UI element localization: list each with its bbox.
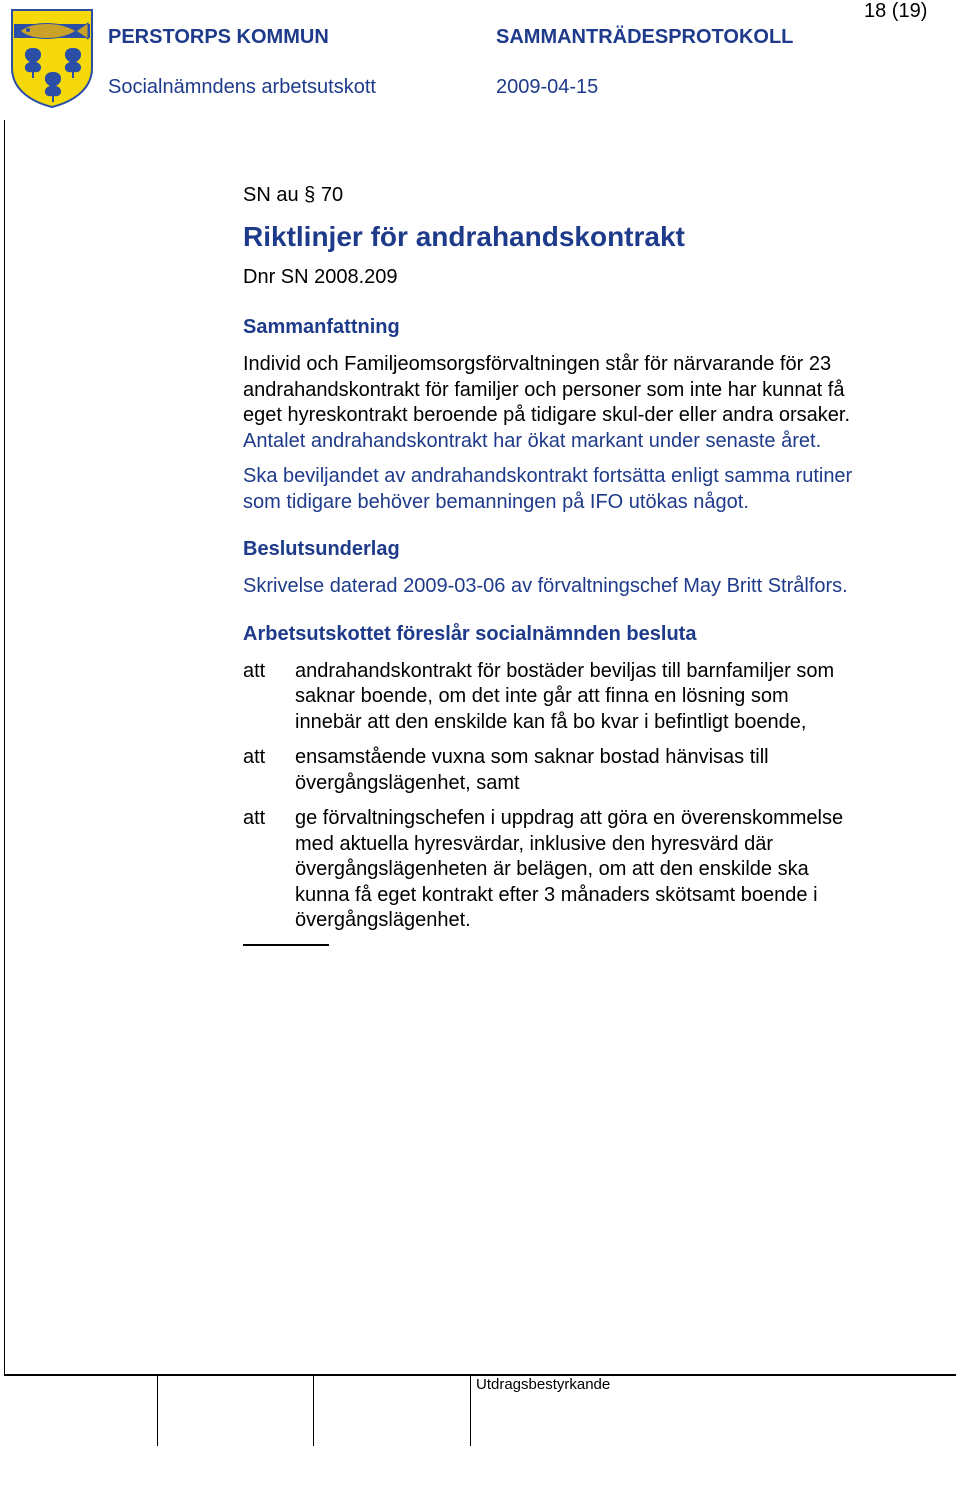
footer-divider-1: [157, 1376, 158, 1446]
left-margin-rule: [4, 120, 5, 1376]
list-item: [243, 659, 883, 736]
footer-divider-3: [470, 1376, 471, 1446]
summary-paragraph-1: [243, 352, 883, 454]
summary-paragraph-2: Ska beviljandet av andrahandskontrakt fortsätta enligt samma rutiner som tidigare behöver bemanningen på IFO utökas något.: [243, 465, 853, 513]
municipal-crest-logo: [10, 8, 94, 108]
list-item-marker: att: [243, 807, 266, 829]
list-item-marker: att: [243, 746, 266, 768]
proposal-heading: Arbetsutskottet föreslår socialnämnden besluta: [243, 622, 697, 645]
case-number: Dnr SN 2008.209: [243, 266, 398, 288]
summary-paragraph-1-text: Individ och Familjeomsorgsförvaltningen står för närvarande för 23 andrahandskontrakt för familjer och personer som inte har kunnat få eget hyreskontrakt beroende på tidigare skul-der eller andra orsaker.: [243, 353, 851, 426]
list-item: [243, 806, 883, 934]
meeting-date: 2009-04-15: [496, 76, 599, 98]
crest-icon: [10, 8, 94, 108]
document-type: SAMMANTRÄDESPROTOKOLL: [496, 26, 794, 48]
list-item: [243, 745, 883, 796]
page-number: 18 (19): [864, 0, 928, 22]
list-item-marker: att: [243, 659, 266, 682]
list-item-text: andrahandskontrakt för bostäder beviljas till barnfamiljer som saknar boende, om det inte går att finna en lösning som innebär att den enskilde kan få bo kvar i befintligt boende,: [295, 659, 835, 733]
list-item-text: ensamstående vuxna som saknar bostad hänvisas till övergångslägenhet, samt: [295, 746, 769, 794]
basis-heading: Beslutsunderlag: [243, 538, 400, 560]
footer-divider-2: [313, 1376, 314, 1446]
list-item-text: ge förvaltningschefen i uppdrag att göra en överenskommelse med aktuella hyresvärdar, inklusive den hyresvärd där övergångslägenheten är belägen, om att den enskilde ska kunna få eget kontrakt efter 3 månaders skötsamt boende i övergångslägenhet.: [295, 807, 844, 931]
summary-heading: Sammanfattning: [243, 316, 400, 338]
basis-text: Skrivelse daterad 2009-03-06 av förvaltningschef May Britt Strålfors.: [243, 575, 848, 597]
committee-name: Socialnämndens arbetsutskott: [108, 76, 376, 98]
section-title: Riktlinjer för andrahandskontrakt: [243, 221, 685, 252]
section-id: SN au § 70: [243, 184, 344, 206]
proposal-list: [243, 659, 883, 934]
summary-paragraph-1-highlight: Antalet andrahandskontrakt har ökat markant under senaste året.: [243, 429, 822, 452]
attestation-label: Utdragsbestyrkande: [476, 1376, 611, 1393]
minutes-section: [243, 182, 883, 946]
organization-name: PERSTORPS KOMMUN: [108, 26, 329, 48]
end-of-section-rule: [243, 944, 329, 946]
